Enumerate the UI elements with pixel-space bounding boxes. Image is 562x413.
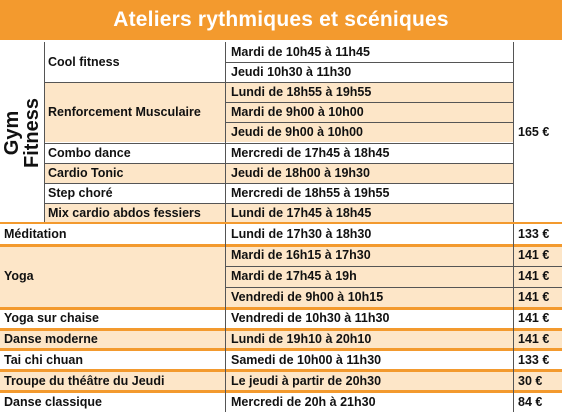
gym-session-time [225,143,513,163]
section-divider [0,390,562,393]
activity-name [0,308,225,329]
session-price [513,224,562,245]
activity-name-text: Troupe du théâtre du Jeudi [4,373,165,388]
session-price [513,370,562,391]
gym-activity-name-text: Cool fitness [48,55,120,70]
column-divider [225,42,226,223]
session-time-text: Vendredi de 9h00 à 10h15 [231,290,384,305]
session-time [225,391,513,412]
gym-fitness-label [0,42,44,223]
session-price [513,287,562,308]
activity-name [0,245,225,308]
session-time-text: Vendredi de 10h30 à 11h30 [231,311,390,326]
row-divider [225,62,513,63]
activity-name-text: Danse classique [4,394,102,409]
session-time [225,287,513,308]
session-price [513,391,562,412]
session-price-text: 141 € [518,290,550,305]
session-time-text: Lundi de 17h30 à 18h30 [231,227,372,242]
gym-activity-name-text: Step choré [48,185,113,200]
gym-activity-name [44,203,225,223]
session-time-text: Samedi de 10h00 à 11h30 [231,352,382,367]
section-divider [0,307,562,310]
row-divider [44,183,513,184]
activity-name-text: Yoga [4,269,34,284]
session-time-text: Mardi de 16h15 à 17h30 [231,248,371,263]
row-divider [225,266,562,267]
gym-session-time-text: Lundi de 17h45 à 18h45 [231,205,372,220]
gym-session-time [225,163,513,183]
session-time [225,224,513,245]
session-time [225,370,513,391]
gym-session-time [225,122,513,142]
row-divider [44,82,513,83]
row-divider [44,143,513,144]
gym-activity-name-text: Combo dance [48,145,131,160]
activity-name-text: Yoga sur chaise [4,311,99,326]
column-divider [44,42,45,223]
row-divider [225,122,513,123]
activity-name [0,349,225,370]
gym-activity-name [44,143,225,163]
gym-activity-name-text: Renforcement Musculaire [48,105,201,120]
gym-label-line1: Gym [1,110,23,155]
session-price [513,266,562,287]
activity-name [0,370,225,391]
gym-session-time-text: Mercredi de 17h45 à 18h45 [231,145,390,160]
activity-name-text: Méditation [4,227,67,242]
row-divider [225,287,562,288]
session-price [513,245,562,266]
session-price-text: 30 € [518,373,543,388]
session-time [225,349,513,370]
row-divider [44,203,513,204]
gym-label-line2: Fitness [21,97,43,168]
row-divider [225,102,513,103]
activity-name-text: Danse moderne [4,331,98,346]
gym-session-time-text: Jeudi 10h30 à 11h30 [231,65,352,80]
session-time [225,266,513,287]
session-price-text: 133 € [518,227,550,242]
section-divider [0,244,562,247]
session-price-text: 141 € [518,269,550,284]
activity-name-text: Tai chi chuan [4,352,83,367]
row-divider [44,163,513,164]
gym-session-time-text: Mercredi de 18h55 à 19h55 [231,185,390,200]
session-time [225,308,513,329]
session-price-text: 141 € [518,311,550,326]
session-time-text: Mercredi de 20h à 21h30 [231,394,376,409]
column-divider [513,224,514,412]
column-divider [225,224,226,412]
session-price [513,308,562,329]
gym-activity-name [44,163,225,183]
gym-session-time [225,62,513,82]
session-time-text: Mardi de 17h45 à 19h [231,269,357,284]
session-price-text: 133 € [518,352,550,367]
gym-session-time-text: Jeudi de 9h00 à 10h00 [231,125,364,140]
activity-name [0,329,225,350]
column-divider [513,42,514,223]
gym-activity-name-text: Cardio Tonic [48,165,124,180]
session-price [513,349,562,370]
session-price-text: 141 € [518,248,550,263]
table-title: Ateliers rythmiques et scéniques [0,0,562,40]
session-price-text: 141 € [518,331,550,346]
section-divider [0,328,562,331]
gym-activity-name [44,42,225,82]
gym-activity-name [44,82,225,142]
gym-fitness-text [2,97,42,167]
gym-price [513,42,562,223]
session-time [225,245,513,266]
session-time [225,329,513,350]
session-price-text: 84 € [518,394,543,409]
gym-activity-name-text: Mix cardio abdos fessiers [48,205,201,220]
gym-activity-name [44,183,225,203]
session-price [513,329,562,350]
section-divider [0,348,562,351]
gym-session-time [225,42,513,62]
gym-session-time-text: Mardi de 10h45 à 11h45 [231,45,370,60]
activity-name [0,391,225,412]
activity-name [0,224,225,245]
session-time-text: Le jeudi à partir de 20h30 [231,373,382,388]
gym-price-text: 165 € [518,125,550,140]
section-divider [0,369,562,372]
gym-session-time [225,82,513,102]
session-time-text: Lundi de 19h10 à 20h10 [231,331,372,346]
gym-session-time-text: Lundi de 18h55 à 19h55 [231,85,372,100]
gym-session-time-text: Mardi de 9h00 à 10h00 [231,105,364,120]
gym-session-time-text: Jeudi de 18h00 à 19h30 [231,165,370,180]
gym-session-time [225,102,513,122]
gym-session-time [225,203,513,223]
gym-session-time [225,183,513,203]
